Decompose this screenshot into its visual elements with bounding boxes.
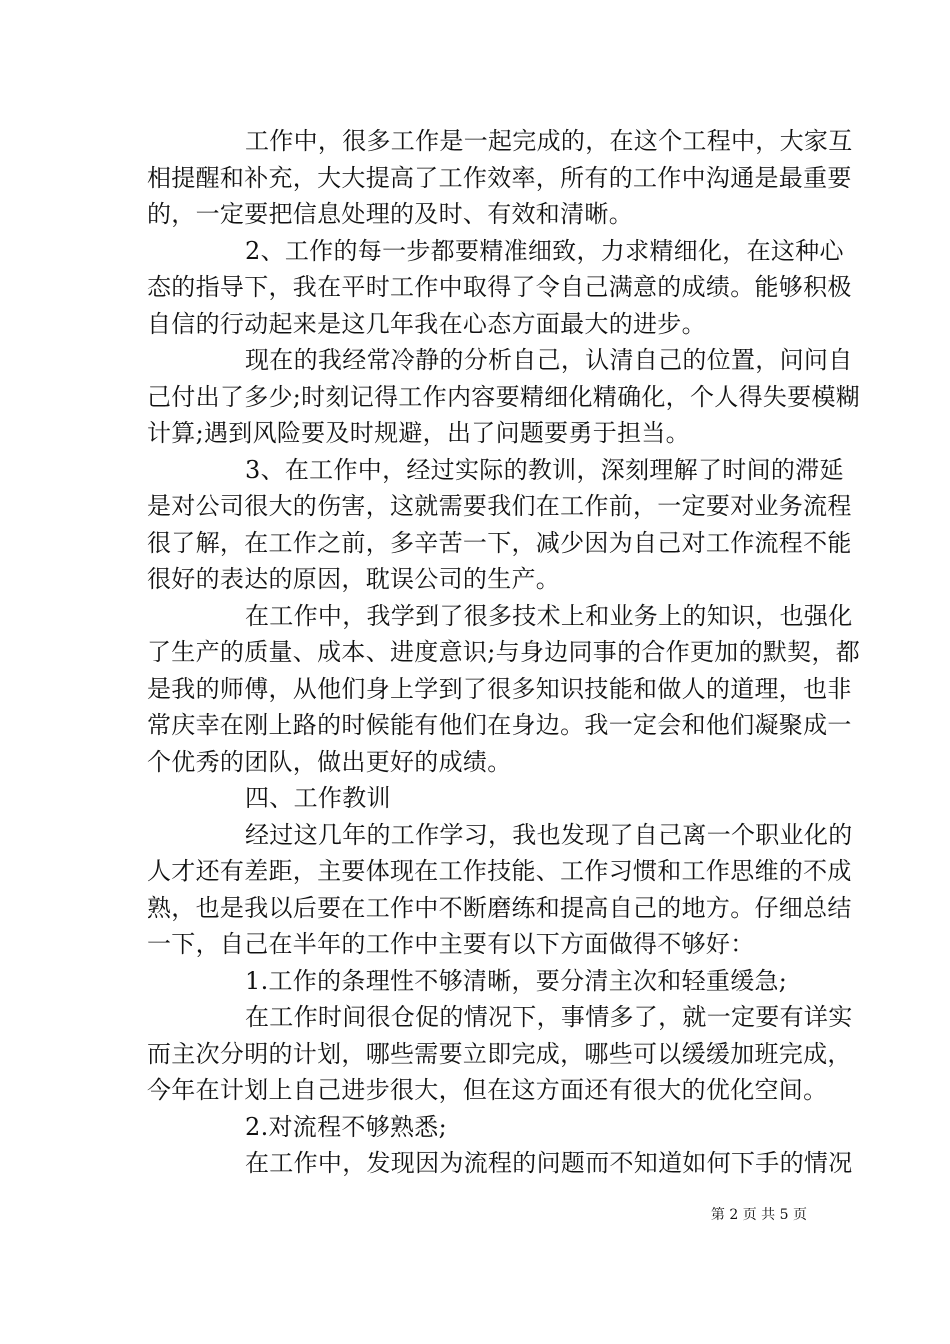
text-line: 态的指导下，我在平时工作中取得了令自己满意的成绩。能够积极 — [147, 273, 852, 301]
text-line: 人才还有差距，主要体现在工作技能、工作习惯和工作思维的不成 — [147, 857, 852, 885]
text-line: 而主次分明的计划，哪些需要立即完成，哪些可以缓缓加班完成， — [147, 1040, 852, 1068]
text-line: 3、在工作中，经过实际的教训，深刻理解了时间的滞延 — [245, 456, 844, 484]
list-item: 1.工作的条理性不够清晰，要分清主次和轻重缓急; — [245, 967, 788, 995]
list-item: 2.对流程不够熟悉; — [245, 1113, 447, 1141]
text-line: 是对公司很大的伤害，这就需要我们在工作前，一定要对业务流程 — [147, 492, 852, 520]
text-line: 在工作时间很仓促的情况下，事情多了，就一定要有详实 — [245, 1003, 853, 1031]
text-line: 2、工作的每一步都要精准细致，力求精细化，在这种心 — [245, 237, 844, 265]
text-line: 相提醒和补充，大大提高了工作效率，所有的工作中沟通是最重要 — [147, 164, 852, 192]
text-line: 在工作中，发现因为流程的问题而不知道如何下手的情况 — [245, 1149, 853, 1177]
text-line: 很了解，在工作之前，多辛苦一下，减少因为自己对工作流程不能 — [147, 529, 852, 557]
text-line: 经过这几年的工作学习，我也发现了自己离一个职业化的 — [245, 821, 853, 849]
text-line: 很好的表达的原因，耽误公司的生产。 — [147, 565, 561, 593]
text-line: 在工作中，我学到了很多技术上和业务上的知识，也强化 — [245, 602, 853, 630]
text-line: 个优秀的团队，做出更好的成绩。 — [147, 748, 512, 776]
text-line: 现在的我经常冷静的分析自己，认清自己的位置，问问自 — [245, 346, 853, 374]
text-line: 熟，也是我以后要在工作中不断磨练和提高自己的地方。仔细总结 — [147, 894, 852, 922]
text-line: 自信的行动起来是这几年我在心态方面最大的进步。 — [147, 310, 706, 338]
text-line: 今年在计划上自己进步很大，但在这方面还有很大的优化空间。 — [147, 1076, 828, 1104]
text-line: 了生产的质量、成本、进度意识;与身边同事的合作更加的默契，都 — [147, 638, 861, 666]
text-line: 是我的师傅，从他们身上学到了很多知识技能和做人的道理，也非 — [147, 675, 852, 703]
text-line: 计算;遇到风险要及时规避，出了问题要勇于担当。 — [147, 419, 690, 447]
text-line: 一下，自己在半年的工作中主要有以下方面做得不够好： — [147, 930, 755, 958]
text-line: 工作中，很多工作是一起完成的，在这个工程中，大家互 — [245, 127, 853, 155]
text-line: 常庆幸在刚上路的时候能有他们在身边。我一定会和他们凝聚成一 — [147, 711, 852, 739]
text-line: 的，一定要把信息处理的及时、有效和清晰。 — [147, 200, 633, 228]
text-line: 己付出了多少;时刻记得工作内容要精细化精确化，个人得失要模糊 — [147, 383, 861, 411]
page-number: 第 2 页 共 5 页 — [710, 1207, 807, 1223]
section-heading: 四、工作教训 — [245, 784, 391, 812]
